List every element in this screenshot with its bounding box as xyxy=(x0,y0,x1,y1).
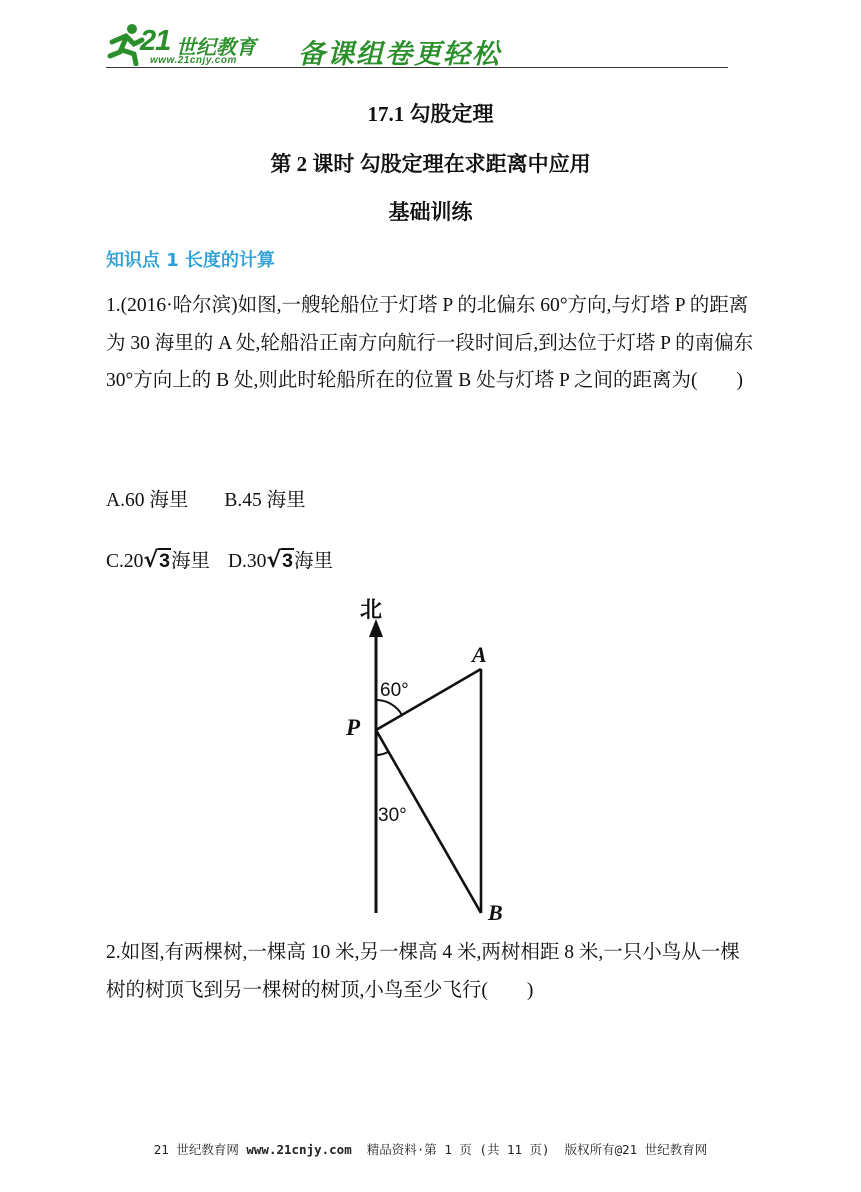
point-b-label: B xyxy=(488,900,503,925)
option-b: B.45 海里 xyxy=(224,490,306,511)
question-1-text: 1.(2016·哈尔滨)如图,一艘轮船位于灯塔 P 的北偏东 60°方向,与灯塔 P 的距离为 30 海里的 A 处,轮船沿正南方向航行一段时间后,到达位于灯塔 P 的南偏东 30°方向上的 B 处,则此时轮船所在的位置 B 处与灯塔 P 之间的距离为( ) xyxy=(106,295,754,391)
footer-url[interactable]: www.21cnjy.com xyxy=(246,1142,352,1157)
angle-arc-30 xyxy=(376,752,388,755)
question-1-options-row-2 xyxy=(106,545,333,573)
footer-site: 21 世纪教育网 xyxy=(153,1142,247,1157)
angle-label-60: 60° xyxy=(380,680,409,701)
option-c: C.20√3海里 xyxy=(106,548,210,573)
north-label: 北 xyxy=(360,598,383,623)
section-title: 17.1 勾股定理 xyxy=(367,102,494,126)
point-p-label: P xyxy=(346,715,361,740)
point-a-label: A xyxy=(472,642,487,667)
option-d: D.30√3海里 xyxy=(227,548,333,573)
footer-page-info: 精品资料·第 1 页 (共 11 页) 版权所有@21 世纪教育网 xyxy=(351,1142,708,1157)
page-footer xyxy=(0,1140,861,1158)
sqrt-icon: √ xyxy=(266,548,282,573)
part-title: 基础训练 xyxy=(388,200,473,224)
logo-brand: 世纪教育 xyxy=(176,35,256,59)
sqrt-icon: √ xyxy=(143,548,159,573)
question-2-text: 2.如图,有两棵树,一棵高 10 米,另一棵高 4 米,两树相距 8 米,一只小鸟从一棵树的树顶飞到另一棵树的树顶,小鸟至少飞行( ) xyxy=(106,942,740,1001)
logo-url[interactable]: www.21cnjy.com xyxy=(150,55,237,66)
page-header xyxy=(106,22,728,72)
lesson-title: 第 2 课时 勾股定理在求距离中应用 xyxy=(270,152,591,176)
header-divider xyxy=(106,67,728,68)
question-1-options-row-1 xyxy=(106,484,306,512)
header-slogan: 备课组卷更轻松 xyxy=(298,39,501,70)
logo xyxy=(106,22,292,68)
angle-arc-60 xyxy=(376,700,402,715)
logo-number: 21 xyxy=(140,25,171,57)
knowledge-point-heading: 知识点 1 长度的计算 xyxy=(106,250,276,271)
angle-label-30: 30° xyxy=(378,805,407,826)
lighthouse-diagram xyxy=(340,595,540,930)
option-a: A.60 海里 xyxy=(106,490,189,511)
